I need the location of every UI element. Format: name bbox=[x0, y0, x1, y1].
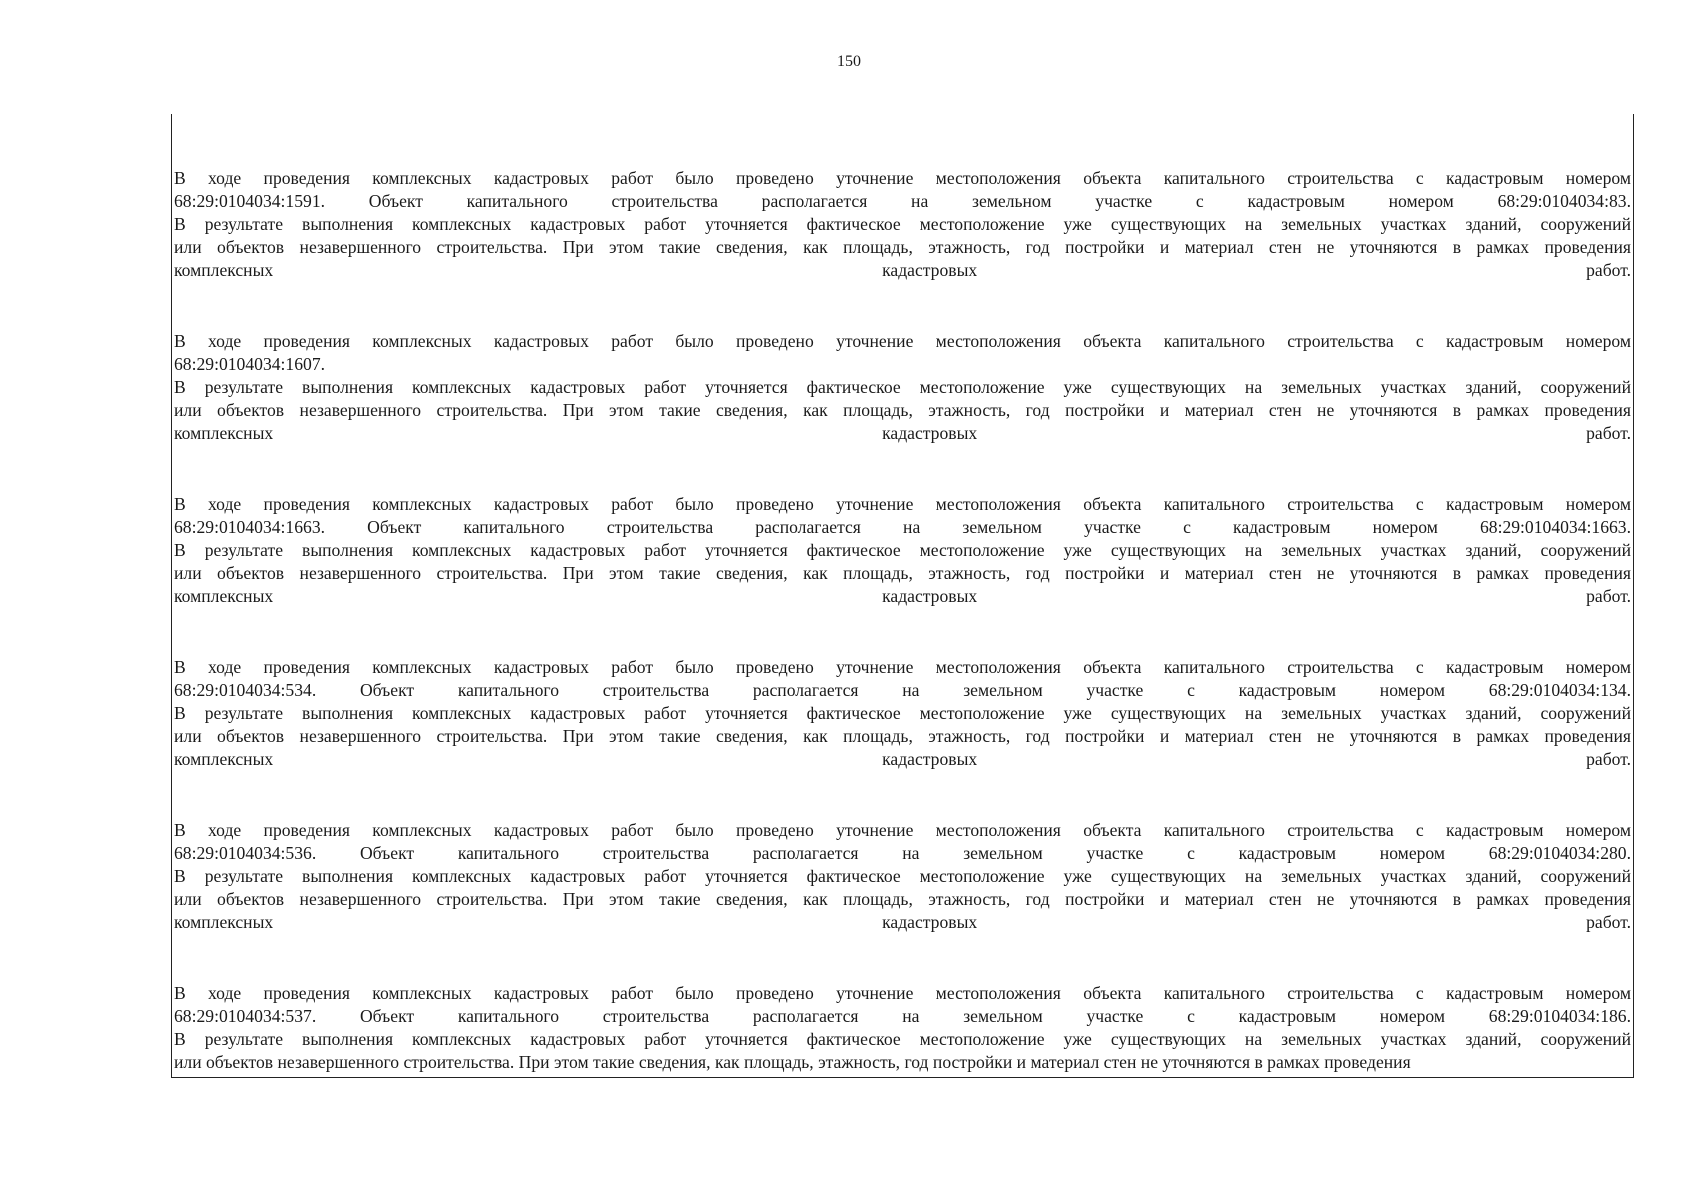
entry-line: 68:29:0104034:1591. Объект капитального строительства располагается на земельном участке с кадастровым номером 68:29:0104034:83. bbox=[174, 191, 1631, 211]
entry-line: В результате выполнения комплексных кадастровых работ уточняется фактическое местоположение уже существующих на земельных участках зданий, сооружений bbox=[174, 377, 1631, 397]
entry-4 bbox=[174, 656, 1631, 771]
entry-line: В ходе проведения комплексных кадастровых работ было проведено уточнение местоположения объекта капитального строительства с кадастровым номером bbox=[174, 657, 1631, 677]
entry-line: В ходе проведения комплексных кадастровых работ было проведено уточнение местоположения объекта капитального строительства с кадастровым номером bbox=[174, 983, 1631, 1003]
table-frame bbox=[171, 114, 1634, 1078]
entry-line: или объектов незавершенного строительства. При этом такие сведения, как площадь, этажность, год постройки и материал стен не уточняются в рамках проведения bbox=[174, 1052, 1411, 1072]
entry-line: комплексных кадастровых работ. bbox=[174, 912, 1631, 932]
entry-line: 68:29:0104034:536. Объект капитального строительства располагается на земельном участке с кадастровым номером 68:29:0104034:280. bbox=[174, 843, 1631, 863]
entry-line: комплексных кадастровых работ. bbox=[174, 749, 1631, 769]
entry-line: или объектов незавершенного строительства. При этом такие сведения, как площадь, этажность, год постройки и материал стен не уточняются в рамках проведения bbox=[174, 726, 1631, 746]
entry-line: В результате выполнения комплексных кадастровых работ уточняется фактическое местоположение уже существующих на земельных участках зданий, сооружений bbox=[174, 540, 1631, 560]
entry-line: или объектов незавершенного строительства. При этом такие сведения, как площадь, этажность, год постройки и материал стен не уточняются в рамках проведения bbox=[174, 400, 1631, 420]
entry-line: 68:29:0104034:537. Объект капитального строительства располагается на земельном участке с кадастровым номером 68:29:0104034:186. bbox=[174, 1006, 1631, 1026]
entry-line: или объектов незавершенного строительства. При этом такие сведения, как площадь, этажность, год постройки и материал стен не уточняются в рамках проведения bbox=[174, 889, 1631, 909]
entry-line: В ходе проведения комплексных кадастровых работ было проведено уточнение местоположения объекта капитального строительства с кадастровым номером bbox=[174, 820, 1631, 840]
entry-line: В ходе проведения комплексных кадастровых работ было проведено уточнение местоположения объекта капитального строительства с кадастровым номером bbox=[174, 331, 1631, 351]
entry-line: В результате выполнения комплексных кадастровых работ уточняется фактическое местоположение уже существующих на земельных участках зданий, сооружений bbox=[174, 866, 1631, 886]
entry-line: комплексных кадастровых работ. bbox=[174, 423, 1631, 443]
entry-5 bbox=[174, 819, 1631, 934]
entry-line: 68:29:0104034:534. Объект капитального строительства располагается на земельном участке с кадастровым номером 68:29:0104034:134. bbox=[174, 680, 1631, 700]
entry-line: В результате выполнения комплексных кадастровых работ уточняется фактическое местоположение уже существующих на земельных участках зданий, сооружений bbox=[174, 1029, 1631, 1049]
entry-3 bbox=[174, 493, 1631, 608]
entry-line: или объектов незавершенного строительства. При этом такие сведения, как площадь, этажность, год постройки и материал стен не уточняются в рамках проведения bbox=[174, 563, 1631, 583]
page-number: 150 bbox=[837, 53, 861, 70]
entry-1 bbox=[174, 167, 1631, 282]
entry-line: В результате выполнения комплексных кадастровых работ уточняется фактическое местоположение уже существующих на земельных участках зданий, сооружений bbox=[174, 703, 1631, 723]
entry-line: В ходе проведения комплексных кадастровых работ было проведено уточнение местоположения объекта капитального строительства с кадастровым номером bbox=[174, 494, 1631, 514]
entry-line: В ходе проведения комплексных кадастровых работ было проведено уточнение местоположения объекта капитального строительства с кадастровым номером bbox=[174, 168, 1631, 188]
entry-2 bbox=[174, 330, 1631, 445]
entry-line: комплексных кадастровых работ. bbox=[174, 586, 1631, 606]
entry-line: или объектов незавершенного строительства. При этом такие сведения, как площадь, этажность, год постройки и материал стен не уточняются в рамках проведения bbox=[174, 237, 1631, 257]
entry-line: 68:29:0104034:1607. bbox=[174, 354, 326, 374]
entry-6 bbox=[174, 982, 1631, 1074]
entry-line: 68:29:0104034:1663. Объект капитального строительства располагается на земельном участке с кадастровым номером 68:29:0104034:1663. bbox=[174, 517, 1631, 537]
entry-line: В результате выполнения комплексных кадастровых работ уточняется фактическое местоположение уже существующих на земельных участках зданий, сооружений bbox=[174, 214, 1631, 234]
entry-line: комплексных кадастровых работ. bbox=[174, 260, 1631, 280]
